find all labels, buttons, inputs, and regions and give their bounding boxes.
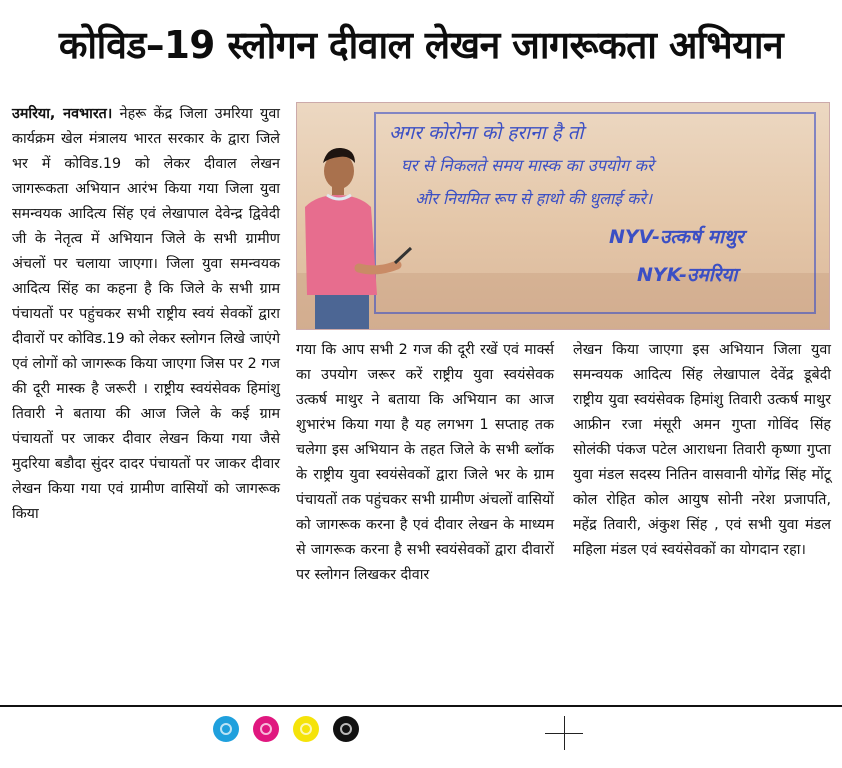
cyan-registration-mark-icon <box>213 716 239 742</box>
black-registration-mark-icon <box>333 716 359 742</box>
person-shirt <box>305 195 377 295</box>
column-1-text: नेहरू केंद्र जिला उमरिया युवा कार्यक्रम खेल मंत्रालय भारत सरकार के द्वारा जिले भर में कोविड.19 को लेकर दीवाल लेखन जागरूकता अभियान आरंभ किया गया जिला युवा समन्वयक आदित्य सिंह एवं लेखापाल देवेन्द्र द्विवेदी जी के नेतृत्व में अभियान जिले के सभी ग्रामीण अंचलों पर चलाया जाएगा। जिला युवा समन्वयक आदित्य सिंह का कहना है कि जिले के सभी ग्राम पंचायतों पर पहुंचकर सभी राष्ट्रीय स्वयं सेवकों द्वारा दीवारों पर कोविड.19 को लेकर स्लोगन लिखे जाएंगे एवं लोगों को जागरूक किया जाएगा जिस पर 2 गज की दूरी मास्क है जरूरी । राष्ट्रीय स्वयंसेवक हिमांशु तिवारी ने बताया की आज जिले के कई ग्राम पंचायतों पर जाकर दीवार लेखन किया गया जैसे मुदरिया बडौदा सुंदर दादर पंचायतों पर जाकर दीवार लेखन किया गया एवं ग्रामीण वासियों को जागरूक किया <box>12 106 281 522</box>
wall-slogan-line-1: अगर कोरोना को हराना है तो <box>389 122 584 144</box>
wall-signature-1: NYV-उत्कर्ष माथुर <box>609 226 744 248</box>
news-photo <box>296 102 830 330</box>
person-jeans <box>315 293 369 329</box>
wall-slogan-line-2: घर से निकलते समय मास्क का उपयोग करे <box>401 156 654 175</box>
column-3-text: लेखन किया जाएगा इस अभियान जिला युवा समन्वयक आदित्य सिंह लेखापाल देवेंद्र डूबेदी राष्ट्रीय युवा स्वयंसेवक हिमांशु तिवारी उत्कर्ष माथुर आफ्रीन रजा मंसूरी अमन गुप्ता गोविंद सिंह सोलंकी पंकज पटेल आराधना तिवारी कृष्णा गुप्ता युवा मंडल सदस्य नितिन वासवानी योगेंद्र सिंह मोंटू कोल रोहित कोल आयुष सोनी नरेश प्रजापति, महेंद्र तिवारी, अंकुश सिंह , एवं सभी युवा मंडल महिला मंडल एवं स्वयंसेवकों का योगदान रहा। <box>573 342 831 558</box>
article-column-3 <box>573 338 831 563</box>
wall-signature-2: NYK-उमरिया <box>637 264 738 286</box>
wall-slogan-line-3: और नियमित रूप से हाथो की धुलाई करे। <box>415 189 653 208</box>
article-column-2 <box>296 338 554 588</box>
wall-stain <box>297 273 829 329</box>
yellow-registration-mark-icon <box>293 716 319 742</box>
magenta-registration-mark-icon <box>253 716 279 742</box>
person-arm <box>359 265 397 270</box>
column-2-text: गया कि आप सभी 2 गज की दूरी रखें एवं मार्क्स का उपयोग जरूर करें राष्ट्रीय युवा स्वयंसेवक उत्कर्ष माथुर ने बताया कि अभियान का आज शुभारंभ किया गया है यह लगभग 1 सप्ताह तक चलेगा इस अभियान के तहत जिले के सभी ब्लॉक के राष्ट्रीय युवा स्वयंसेवकों द्वारा जिले भर के ग्राम पंचायतों तक पहुंचकर सभी ग्रामीण अंचलों वासियों को जागरूक करना है एवं दीवार लेखन के माध्यम से जागरूक करना है सभी स्वयंसेवकों द्वारा दीवारों पर स्लोगन लिखकर दीवार <box>296 342 554 583</box>
article-paragraph <box>12 102 280 527</box>
article-column-1 <box>12 102 280 527</box>
page-bottom-rule <box>0 705 842 707</box>
headline: कोविड–19 स्लोगन दीवाल लेखन जागरूकता अभियान <box>58 23 784 67</box>
crop-mark-icon-vertical <box>564 716 565 750</box>
dateline: उमरिया, नवभारत। <box>12 106 113 122</box>
paint-brush <box>395 248 411 263</box>
